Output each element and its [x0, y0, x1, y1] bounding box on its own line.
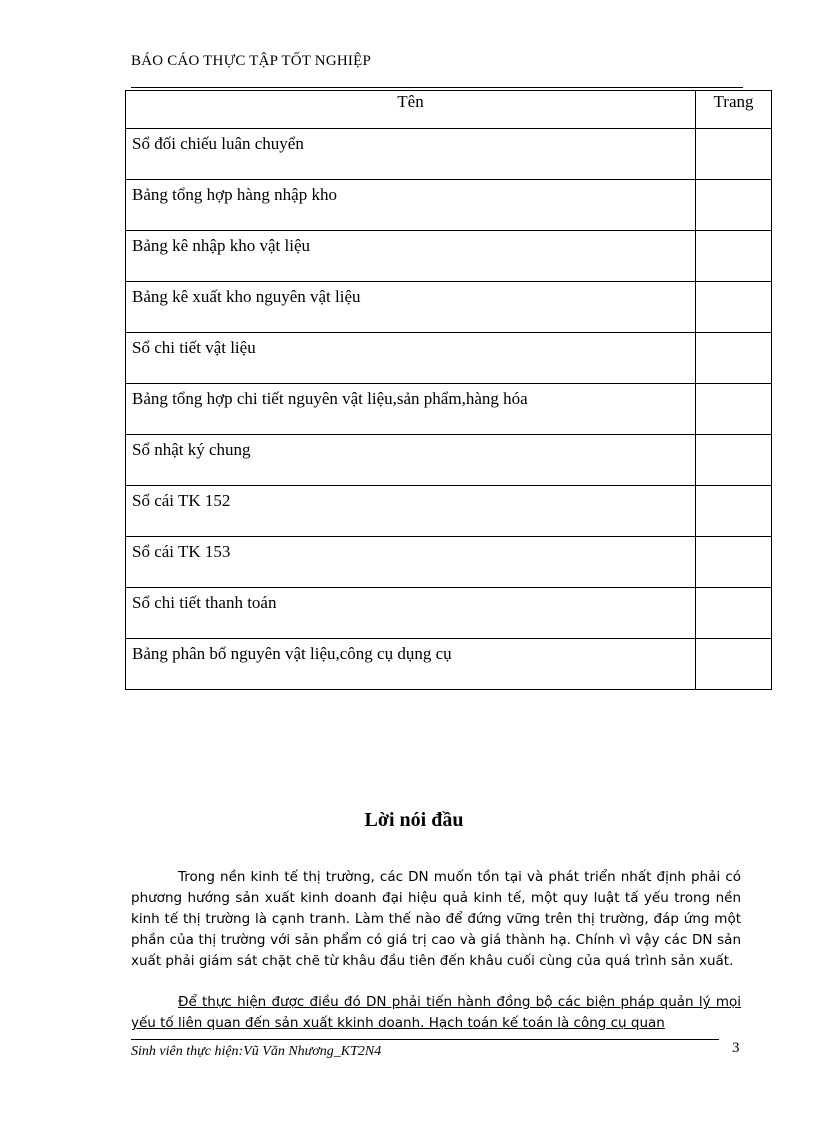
table-row [126, 231, 772, 282]
row-name: Bảng tổng hợp hàng nhập kho [126, 180, 696, 231]
report-header-title: BÁO CÁO THỰC TẬP TỐT NGHIỆP [131, 53, 371, 69]
table-of-contents [125, 90, 772, 690]
footer-author: Sinh viên thực hiện:Vũ Văn Nhương_KT2N4 [131, 1044, 382, 1059]
row-page [696, 282, 772, 333]
table-row [126, 333, 772, 384]
row-name: Bảng tổng hợp chi tiết nguyên vật liệu,sản phẩm,hàng hóa [126, 384, 696, 435]
row-name: Bảng phân bổ nguyên vật liệu,công cụ dụng cụ [126, 639, 696, 690]
row-page [696, 231, 772, 282]
row-name: Sổ nhật ký chung [126, 435, 696, 486]
column-header-name: Tên [126, 91, 696, 129]
table-row [126, 537, 772, 588]
row-name: Sổ chi tiết vật liệu [126, 333, 696, 384]
table-row [126, 129, 772, 180]
row-page [696, 129, 772, 180]
row-page [696, 435, 772, 486]
header-divider [131, 87, 743, 88]
row-page [696, 588, 772, 639]
table-row [126, 384, 772, 435]
row-page [696, 486, 772, 537]
table-row [126, 180, 772, 231]
row-page [696, 639, 772, 690]
page-number: 3 [732, 1040, 740, 1056]
row-name: Sổ cái TK 152 [126, 486, 696, 537]
table-row [126, 639, 772, 690]
row-page [696, 384, 772, 435]
row-name: Bảng kê nhập kho vật liệu [126, 231, 696, 282]
table-header-row [126, 91, 772, 129]
row-name: Bảng kê xuất kho nguyên vật liệu [126, 282, 696, 333]
row-name: Sổ đối chiếu luân chuyển [126, 129, 696, 180]
preface-paragraph-2 [131, 992, 741, 1034]
table-row [126, 588, 772, 639]
row-page [696, 180, 772, 231]
row-name: Sổ cái TK 153 [126, 537, 696, 588]
footer-divider [131, 1039, 719, 1040]
row-page [696, 333, 772, 384]
table-row [126, 282, 772, 333]
preface-title: Lời nói đầu [364, 809, 464, 831]
paragraph-text: Để thực hiện được điều đó DN phải tiến hành đồng bộ các biện pháp quản lý mọi yếu tố liên quan đến sản xuất kkinh doanh. Hạch toán kế toán là công cụ quan [131, 994, 741, 1031]
table-row [126, 486, 772, 537]
column-header-page: Trang [696, 91, 772, 129]
preface-paragraph-1 [131, 867, 741, 972]
paragraph-text: Trong nền kinh tế thị trường, các DN muốn tồn tại và phát triển nhất định phải có phương hướng sản xuất kinh doanh đại hiệu quả kinh tế, một quy luật tấ yếu trong nền kinh tế thị trường là cạnh tranh. Làm thế nào để đứng vững trên thị trường, đáp ứng một phần của thị trường với sản phẩm có giá trị cao và giá thành hạ. Chính vì vậy các DN sản xuất phải giám sát chặt chẽ từ khâu đầu tiên đến khâu cuối cùng của quá trình sản xuất. [131, 869, 741, 969]
table-row [126, 435, 772, 486]
row-page [696, 537, 772, 588]
row-name: Sổ chi tiết thanh toán [126, 588, 696, 639]
